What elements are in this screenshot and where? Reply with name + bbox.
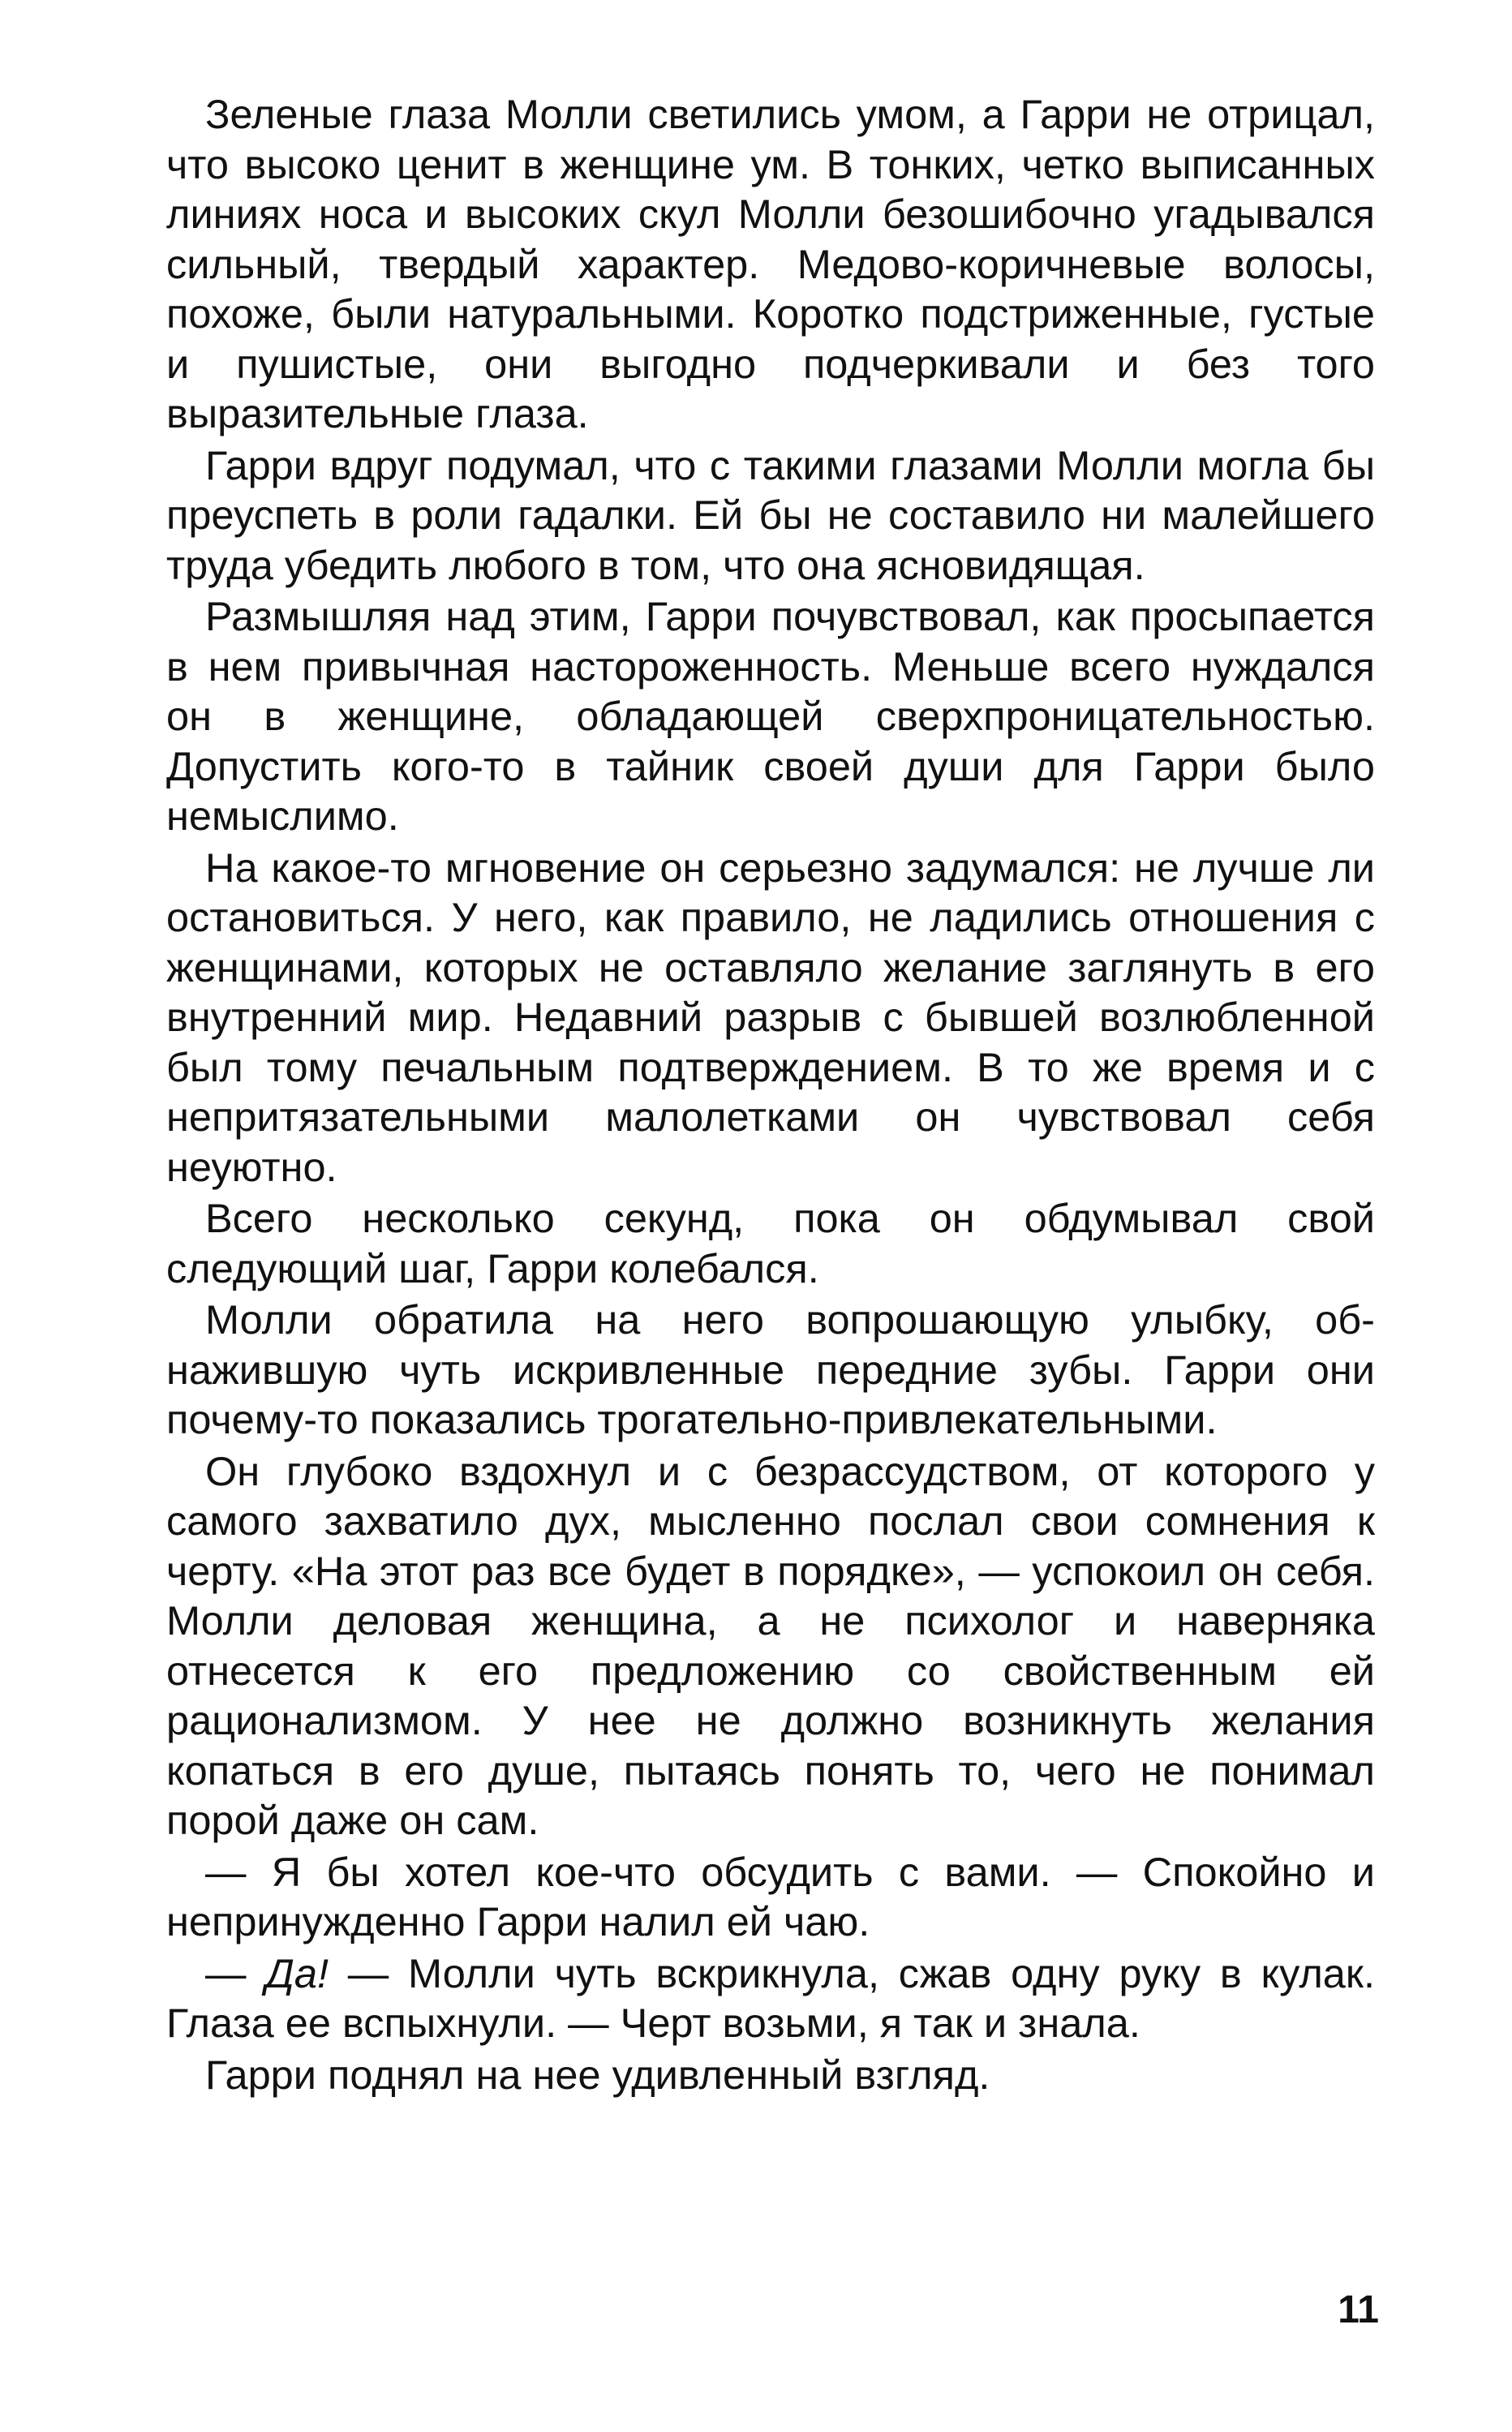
paragraph-6: Молли обратила на него вопрошающую улыбку, обнажившую чуть искривленные передние зубы. Гарри они почему-то показались трогательно-привлекательными.	[166, 1296, 1375, 1442]
paragraph-1: Зеленые глаза Молли светились умом, а Гарри не отрицал, что высоко ценит в женщине ум. В тонких, четко выписанных линиях носа и высоких скул Молли безошибочно угадывался сильный, твердый характер. Медово-коричневые волосы, похоже, были натуральными. Коротко подстриженные, густые и пушистые, они выгодно подчеркивали и без того выразительные глаза.	[166, 91, 1375, 436]
paragraph-9	[166, 1949, 1375, 2048]
dialogue-dash: —	[205, 1949, 266, 1996]
paragraph-5: Всего несколько секунд, пока он обдумывал свой следующий шаг, Гарри колебался.	[166, 1195, 1375, 1291]
paragraph-3: Размышляя над этим, Гарри почувствовал, как просыпается в нем привычная настороженность. Меньше всего нуждался он в женщине, обладающей сверхпроницательностью. Допустить кого-то в тайник своей души для Гарри было немыслимо.	[166, 593, 1375, 839]
dialogue-rest: — Молли чуть вскрикнула, сжав одну руку в кулак. Глаза ее вспыхнули. — Черт возьми, я так и знала.	[166, 1949, 1376, 2046]
dialogue-exclamation: Да!	[265, 1949, 329, 1996]
page-body	[166, 89, 1375, 2099]
page-number: 11	[1338, 2288, 1379, 2331]
paragraph-8: — Я бы хотел кое-что обсудить с вами. — Спокойно и непринужденно Гарри налил ей чаю.	[166, 1848, 1375, 1944]
paragraph-2: Гарри вдруг подумал, что с такими глазами Молли могла бы преуспеть в роли гадалки. Ей бы не составило ни малейшего труда убедить любого в том, что она ясновидящая.	[166, 441, 1375, 588]
paragraph-4: На какое-то мгновение он серьезно задумался: не лучше ли остановиться. У него, как правило, не ладились отношения с женщинами, которых не оставляло желание заглянуть в его внутренний мир. Недавний разрыв с бывшей возлюбленной был тому печальным подтверждением. В то же время и с непритязательными малолетками он чувствовал себя неуютно.	[166, 844, 1375, 1190]
paragraph-7: Он глубоко вздохнул и с безрассудством, от которого у самого захватило дух, мысленно послал свои сомнения к черту. «На этот раз все будет в порядке», — успокоил он себя. Молли деловая женщина, а не психолог и наверняка отнесется к его предложению со свойственным ей рационализмом. У нее не должно возникнуть желания копаться в его душе, пытаясь понять то, чего не понимал порой даже он сам.	[166, 1447, 1375, 1843]
paragraph-10: Гарри поднял на нее удивленный взгляд.	[205, 2051, 990, 2098]
